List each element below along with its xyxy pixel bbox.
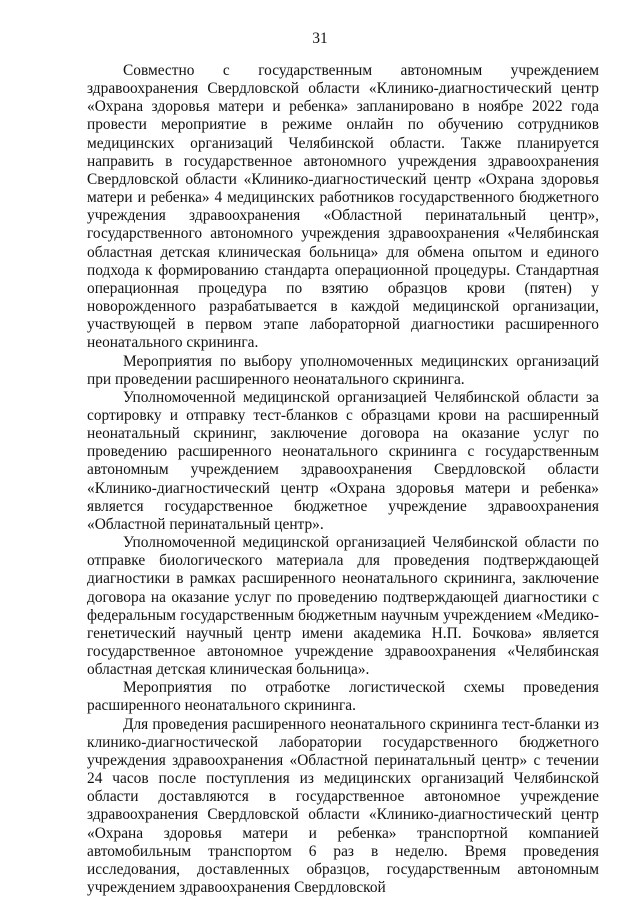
- paragraph-logistics-details: Для проведения расширенного неонатального скрининга тест-бланки из клинико-диагностической лаборатории государственного бюджетного учреждения здравоохранения «Областной перинатальный центр» с течении 24 часов после поступления из медицинских организаций Челябинской области доставляются в государственное автономное учреждение здравоохранения Свердловской области «Клинико-диагностический центр «Охрана здоровья матери и ребенка» транспортной компанией автомобильным транспортом 6 раз в неделю. Время проведения исследования, доставленных образцов, государственным автономным учреждением здравоохранения Свердловской: [87, 715, 599, 897]
- paragraph-childrens-hospital-authority: Уполномоченной медицинской организацией Челябинской области по отправке биологического материала для проведения подтверждающей диагностики в рамках расширенного неонатального скрининга, заключение договора на оказание услуг по проведению подтверждающей диагностики с федеральным государственным бюджетным научным учреждением «Медико-генетический научный центр имени академика Н.П. Бочкова» является государственное автономное учреждение здравоохранения «Челябинская областная детская клиническая больница».: [87, 534, 599, 679]
- paragraph-joint-training: Совместно с государственным автономным учреждением здравоохранения Свердловской области «Клинико-диагностический центр «Охрана здоровья матери и ребенка» запланировано в ноябре 2022 года провести мероприятие в режиме онлайн по обучению сотрудников медицинских организаций Челябинской области. Также планируется направить в государственное автономного учреждения здравоохранения Свердловской области «Клинико-диагностический центр «Охрана здоровья матери и ребенка» 4 медицинских работников государственного бюджетного учреждения здравоохранения «Областной перинатальный центр», государственного автономного учреждения здравоохранения «Челябинская областная детская клиническая больница» для обмена опытом и единого подхода к формированию стандарта операционной процедуры. Стандартная операционная процедура по взятию образцов крови (пятен) у новорожденного разрабатывается в каждой медицинской организации, участвующей в первом этапе лабораторной диагностики расширенного неонатального скрининга.: [87, 62, 599, 352]
- document-body: [87, 62, 599, 897]
- paragraph-organization-selection-heading: Мероприятия по выбору уполномоченных медицинских организаций при проведении расширенного неонатального скрининга.: [87, 352, 599, 388]
- paragraph-logistics-heading: Мероприятия по отработке логистической схемы проведения расширенного неонатального скрининга.: [87, 679, 599, 715]
- paragraph-perinatal-center-authority: Уполномоченной медицинской организацией Челябинской области за сортировку и отправку тест-бланков с образцами крови на расширенный неонатальный скрининг, заключение договора на оказание услуг по проведению расширенного неонатального скрининга с государственным автономным учреждением здравоохранения Свердловской области «Клинико-диагностический центр «Охрана здоровья матери и ребенка» является государственное бюджетное учреждение здравоохранения «Областной перинатальный центр».: [87, 388, 599, 533]
- page-number: 31: [312, 30, 328, 47]
